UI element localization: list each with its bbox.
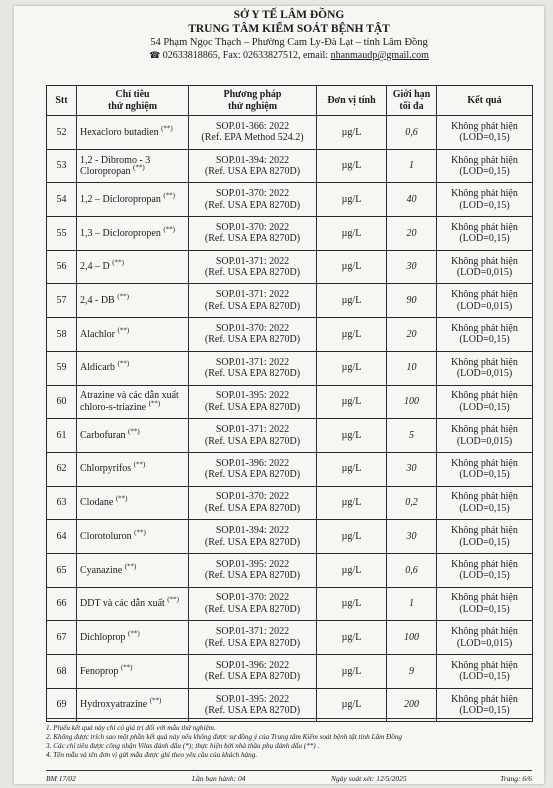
- footnote-divider: [46, 718, 532, 719]
- cell-method: SOP.01-371: 2022 (Ref. USA EPA 8270D): [189, 351, 317, 385]
- subcontract-mark: (**): [120, 663, 133, 672]
- cell-unit: µg/L: [317, 520, 387, 554]
- cell-name: [77, 486, 189, 520]
- cell-unit: µg/L: [317, 183, 387, 217]
- cell-unit: µg/L: [317, 419, 387, 453]
- subcontract-mark: (**): [163, 225, 175, 234]
- subcontract-mark: (**): [117, 292, 129, 301]
- subcontract-mark: (**): [148, 399, 161, 408]
- subcontract-mark: (**): [161, 124, 173, 133]
- cell-unit: µg/L: [317, 655, 387, 689]
- table-row: [47, 351, 533, 385]
- phone-icon: ☎: [149, 51, 161, 61]
- cell-stt: 55: [47, 217, 77, 251]
- col-header-unit: Đơn vị tính: [317, 86, 387, 116]
- subcontract-mark: (**): [167, 595, 179, 604]
- cell-result: Không phát hiện (LOD=0,15): [437, 486, 533, 520]
- cell-limit: 1: [387, 587, 437, 621]
- subcontract-mark: (**): [124, 562, 137, 571]
- cell-limit: 0,2: [387, 486, 437, 520]
- cell-result: Không phát hiện (LOD=0,015): [437, 351, 533, 385]
- cell-stt: 62: [47, 452, 77, 486]
- department-name: SỞ Y TẾ LÂM ĐỒNG: [233, 9, 345, 21]
- subcontract-mark: (**): [133, 461, 146, 470]
- cell-name: [77, 553, 189, 587]
- cell-name: [77, 621, 189, 655]
- test-name: 1,2 – Dicloropropan: [80, 193, 161, 205]
- cell-name: [77, 688, 189, 722]
- cell-result: Không phát hiện (LOD=0,15): [437, 655, 533, 689]
- cell-limit: 9: [387, 655, 437, 689]
- cell-limit: 20: [387, 318, 437, 352]
- table-header-row: [47, 86, 533, 116]
- cell-name: [77, 183, 189, 217]
- table-row: [47, 486, 533, 520]
- cell-stt: 65: [47, 553, 77, 587]
- cell-unit: µg/L: [317, 217, 387, 251]
- cell-method: SOP.01-371: 2022 (Ref. USA EPA 8270D): [189, 284, 317, 318]
- cell-stt: 58: [47, 318, 77, 352]
- test-name: Cyanazine: [80, 564, 123, 576]
- cell-unit: µg/L: [317, 250, 387, 284]
- cell-name: [77, 149, 189, 183]
- cell-limit: 10: [387, 351, 437, 385]
- document-header: [46, 8, 532, 63]
- table-row: [47, 655, 533, 689]
- cell-method: SOP.01-396: 2022 (Ref. USA EPA 8270D): [189, 655, 317, 689]
- cell-method: SOP.01-370: 2022 (Ref. USA EPA 8270D): [189, 183, 317, 217]
- cell-result: Không phát hiện (LOD=0,015): [437, 284, 533, 318]
- cell-stt: 52: [47, 116, 77, 150]
- subcontract-mark: (**): [128, 629, 140, 638]
- cell-name: [77, 351, 189, 385]
- cell-method: SOP.01-396: 2022 (Ref. USA EPA 8270D): [189, 452, 317, 486]
- report-page: [14, 6, 544, 784]
- footnote-2: 2. Không được trích sao một phần kết quả này nếu không được sự đồng ý của Trung tâm Kiểm soát bệnh tật tỉnh Lâm Đồng: [46, 733, 403, 741]
- page-number: Trang: 6/6: [500, 774, 532, 783]
- cell-result: Không phát hiện (LOD=0,015): [437, 250, 533, 284]
- test-name: Clorotoluron: [80, 530, 132, 542]
- test-name: Carbofuran: [80, 429, 126, 441]
- test-name: Clodane: [80, 497, 114, 509]
- cell-unit: µg/L: [317, 452, 387, 486]
- footnote-1: 1. Phiếu kết quả này chỉ có giá trị đối với mẫu thử nghiệm.: [46, 724, 216, 732]
- test-name: Aldicarb: [80, 362, 115, 374]
- cell-stt: 56: [47, 250, 77, 284]
- cell-result: Không phát hiện (LOD=0,15): [437, 318, 533, 352]
- table-row: [47, 217, 533, 251]
- table-row: [47, 385, 533, 419]
- col-header-limit: Giới hạn tối đa: [387, 86, 437, 116]
- center-name: TRUNG TÂM KIỂM SOÁT BỆNH TẬT: [188, 23, 390, 35]
- table-row: [47, 250, 533, 284]
- table-row: [47, 621, 533, 655]
- table-row: [47, 520, 533, 554]
- test-name: Dichloprop: [80, 631, 126, 643]
- cell-unit: µg/L: [317, 587, 387, 621]
- cell-method: SOP.01-370: 2022 (Ref. USA EPA 8270D): [189, 217, 317, 251]
- subcontract-mark: (**): [133, 163, 145, 172]
- cell-stt: 57: [47, 284, 77, 318]
- cell-result: Không phát hiện (LOD=0,015): [437, 419, 533, 453]
- cell-method: SOP.01-394: 2022 (Ref. USA EPA 8270D): [189, 520, 317, 554]
- cell-name: [77, 318, 189, 352]
- test-name: Hexacloro butadien: [80, 126, 159, 138]
- footnote-3: 3. Các chỉ tiêu được công nhận Vilas đánh dấu (*); thực hiện bởi nhà thầu phụ đánh dấu (**) .: [46, 742, 320, 750]
- cell-result: Không phát hiện (LOD=0,15): [437, 385, 533, 419]
- subcontract-mark: (**): [149, 696, 162, 705]
- cell-name: [77, 385, 189, 419]
- cell-unit: µg/L: [317, 318, 387, 352]
- cell-unit: µg/L: [317, 351, 387, 385]
- contact-email: nhanmaudp@gmail.com: [330, 50, 429, 61]
- cell-stt: 63: [47, 486, 77, 520]
- subcontract-mark: (**): [115, 494, 128, 503]
- cell-limit: 0,6: [387, 116, 437, 150]
- table-row: [47, 149, 533, 183]
- cell-unit: µg/L: [317, 116, 387, 150]
- review-date: Ngày soát xét: 12/5/2025: [331, 774, 407, 783]
- cell-result: Không phát hiện (LOD=0,15): [437, 520, 533, 554]
- cell-unit: µg/L: [317, 486, 387, 520]
- center-address: 54 Phạm Ngọc Thạch – Phường Cam Ly-Đà Lạt – tỉnh Lâm Đồng: [150, 37, 428, 48]
- cell-name: [77, 587, 189, 621]
- cell-unit: µg/L: [317, 688, 387, 722]
- cell-stt: 53: [47, 149, 77, 183]
- cell-method: SOP.01-370: 2022 (Ref. USA EPA 8270D): [189, 318, 317, 352]
- cell-result: Không phát hiện (LOD=0,15): [437, 587, 533, 621]
- cell-unit: µg/L: [317, 385, 387, 419]
- col-header-name: Chỉ tiêu thử nghiệm: [77, 86, 189, 116]
- cell-limit: 200: [387, 688, 437, 722]
- test-name: DDT và các dẫn xuất: [80, 598, 165, 610]
- cell-method: SOP.01-395: 2022 (Ref. USA EPA 8270D): [189, 553, 317, 587]
- test-name: Atrazine và các dẫn xuất chloro-s-triazine: [80, 390, 179, 413]
- test-name: 1,3 – Dicloropropen: [80, 227, 161, 239]
- form-code: BM 17/02: [46, 774, 76, 783]
- cell-method: SOP.01-370: 2022 (Ref. USA EPA 8270D): [189, 486, 317, 520]
- cell-name: [77, 520, 189, 554]
- footer-divider: [46, 770, 532, 771]
- col-header-result: Kết quả: [437, 86, 533, 116]
- subcontract-mark: (**): [134, 528, 146, 537]
- center-contact: [46, 49, 532, 63]
- col-header-stt: Stt: [47, 86, 77, 116]
- cell-limit: 30: [387, 250, 437, 284]
- cell-limit: 1: [387, 149, 437, 183]
- table-row: [47, 284, 533, 318]
- table-row: [47, 419, 533, 453]
- cell-result: Không phát hiện (LOD=0,15): [437, 553, 533, 587]
- subcontract-mark: (**): [112, 259, 124, 268]
- edition: Lần ban hành: 04: [192, 774, 246, 783]
- cell-unit: µg/L: [317, 553, 387, 587]
- cell-limit: 30: [387, 520, 437, 554]
- col-header-method: Phương pháp thử nghiệm: [189, 86, 317, 116]
- cell-result: Không phát hiện (LOD=0,15): [437, 183, 533, 217]
- cell-name: [77, 419, 189, 453]
- cell-unit: µg/L: [317, 149, 387, 183]
- test-name: Hydroxyatrazine: [80, 699, 148, 711]
- cell-limit: 90: [387, 284, 437, 318]
- cell-limit: 100: [387, 621, 437, 655]
- cell-stt: 64: [47, 520, 77, 554]
- cell-name: [77, 284, 189, 318]
- table-row: [47, 587, 533, 621]
- test-name: Alachlor: [80, 328, 115, 340]
- cell-method: SOP.01-371: 2022 (Ref. USA EPA 8270D): [189, 419, 317, 453]
- cell-method: SOP.01-395: 2022 (Ref. USA EPA 8270D): [189, 385, 317, 419]
- table-row: [47, 452, 533, 486]
- results-table: [46, 85, 533, 722]
- subcontract-mark: (**): [117, 326, 130, 335]
- cell-method: SOP.01-371: 2022 (Ref. USA EPA 8270D): [189, 621, 317, 655]
- cell-stt: 59: [47, 351, 77, 385]
- cell-limit: 30: [387, 452, 437, 486]
- test-name: 2,4 - DB: [80, 295, 115, 307]
- footnotes: [46, 724, 532, 760]
- cell-result: Không phát hiện (LOD=0,15): [437, 116, 533, 150]
- table-row: [47, 688, 533, 722]
- cell-stt: 69: [47, 688, 77, 722]
- cell-method: SOP.01-371: 2022 (Ref. USA EPA 8270D): [189, 250, 317, 284]
- subcontract-mark: (**): [163, 191, 175, 200]
- cell-result: Không phát hiện (LOD=0,15): [437, 688, 533, 722]
- test-name: Fenoprop: [80, 665, 119, 677]
- table-row: [47, 116, 533, 150]
- cell-result: Không phát hiện (LOD=0,15): [437, 217, 533, 251]
- cell-method: SOP.01-366: 2022 (Ref. EPA Method 524.2): [189, 116, 317, 150]
- cell-stt: 61: [47, 419, 77, 453]
- cell-stt: 67: [47, 621, 77, 655]
- cell-limit: 40: [387, 183, 437, 217]
- subcontract-mark: (**): [117, 360, 130, 369]
- cell-limit: 0,6: [387, 553, 437, 587]
- cell-limit: 100: [387, 385, 437, 419]
- cell-result: Không phát hiện (LOD=0,015): [437, 621, 533, 655]
- contact-numbers: 02633818865, Fax: 02633827512, email:: [162, 50, 331, 61]
- cell-limit: 5: [387, 419, 437, 453]
- cell-name: [77, 116, 189, 150]
- test-name: 1,2 - Dibromo - 3 Cloropropan: [80, 154, 151, 178]
- cell-name: [77, 217, 189, 251]
- cell-result: Không phát hiện (LOD=0,15): [437, 149, 533, 183]
- cell-unit: µg/L: [317, 621, 387, 655]
- cell-limit: 20: [387, 217, 437, 251]
- table-row: [47, 553, 533, 587]
- cell-unit: µg/L: [317, 284, 387, 318]
- cell-stt: 60: [47, 385, 77, 419]
- footnote-4: 4. Tên mẫu và tên đơn vị gửi mẫu được ghi theo yêu cầu của khách hàng.: [46, 751, 258, 759]
- cell-stt: 66: [47, 587, 77, 621]
- cell-method: SOP.01-395: 2022 (Ref. USA EPA 8270D): [189, 688, 317, 722]
- cell-name: [77, 250, 189, 284]
- cell-method: SOP.01-394: 2022 (Ref. USA EPA 8270D): [189, 149, 317, 183]
- cell-stt: 68: [47, 655, 77, 689]
- table-row: [47, 183, 533, 217]
- table-row: [47, 318, 533, 352]
- test-name: Chlorpyrifos: [80, 463, 132, 475]
- cell-name: [77, 452, 189, 486]
- cell-method: SOP.01-370: 2022 (Ref. USA EPA 8270D): [189, 587, 317, 621]
- subcontract-mark: (**): [128, 427, 140, 436]
- cell-result: Không phát hiện (LOD=0,15): [437, 452, 533, 486]
- cell-name: [77, 655, 189, 689]
- test-name: 2,4 – D: [80, 261, 110, 273]
- cell-stt: 54: [47, 183, 77, 217]
